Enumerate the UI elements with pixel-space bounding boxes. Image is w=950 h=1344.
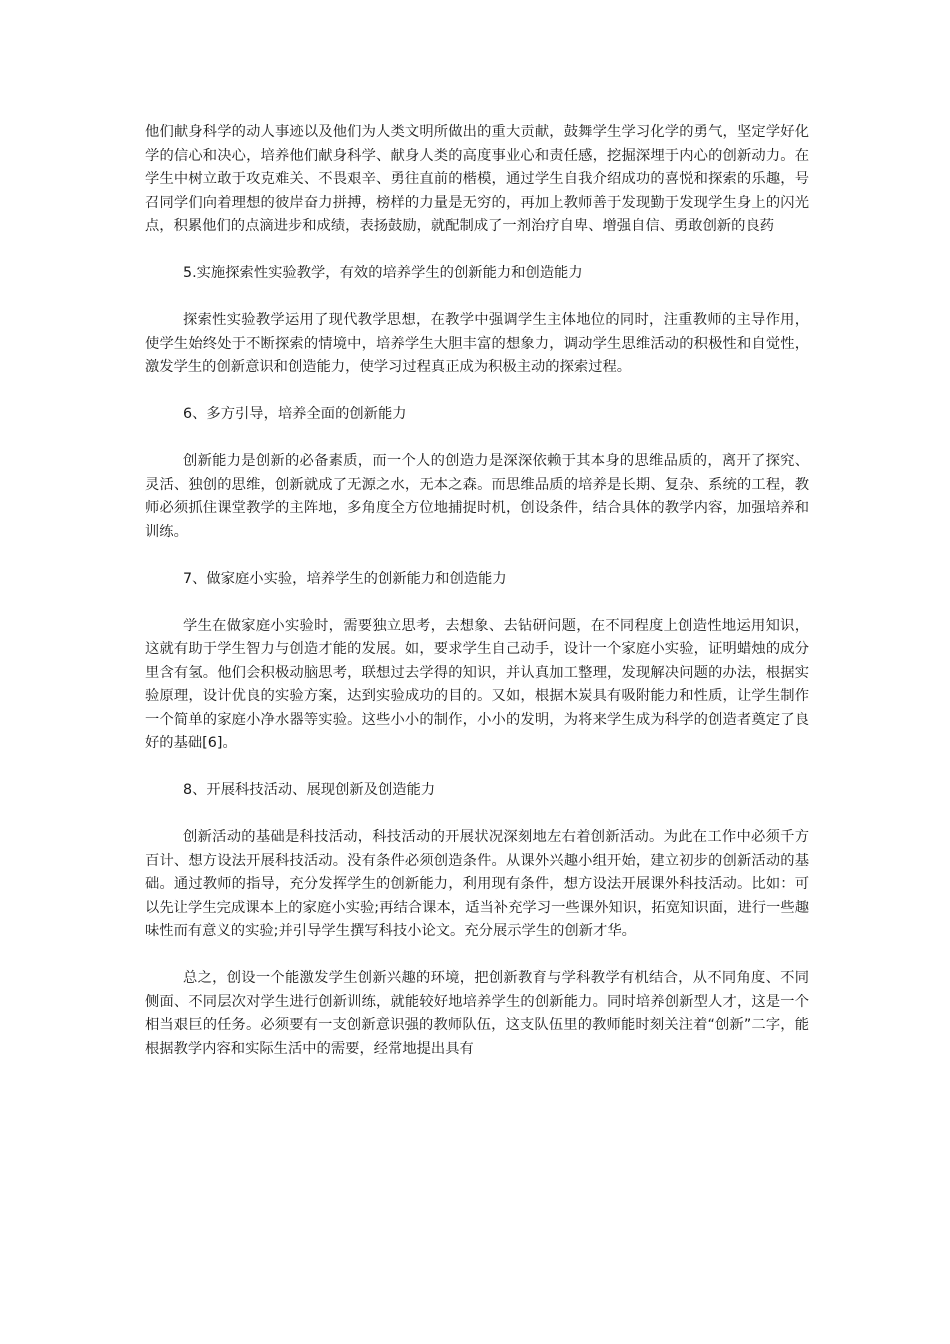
section-heading-8: 8、开展科技活动、展现创新及创造能力 [183, 782, 436, 798]
section-heading-6: 6、多方引导，培养全面的创新能力 [183, 406, 407, 422]
paragraph-section-8: 创新活动的基础是科技活动，科技活动的开展状况深刻地左右着创新活动。为此在工作中必须千方百计、想方设法开展科技活动。没有条件必须创造条件。从课外兴趣小组开始，建立初步的创新活动的基础。通过教师的指导，充分发挥学生的创新能力，利用现有条件，想方设法开展课外科技活动。比如：可以先让学生完成课本上的家庭小实验;再结合课本，适当补充学习一些课外知识，拓宽知识面，进行一些趣味性而有意义的实验;并引导学生撰写科技小论文。充分展示学生的创新才华。 [145, 829, 809, 939]
document-page [145, 121, 809, 1085]
paragraph-section-5: 探索性实验教学运用了现代教学思想，在教学中强调学生主体地位的同时，注重教师的主导作用，使学生始终处于不断探索的情境中，培养学生大胆丰富的想象力，调动学生思维活动的积极性和自觉性，激发学生的创新意识和创造能力，使学习过程真正成为积极主动的探索过程。 [145, 312, 809, 375]
paragraph-conclusion: 总之，创设一个能激发学生创新兴趣的环境，把创新教育与学科教学有机结合，从不同角度、不同侧面、不同层次对学生进行创新训练，就能较好地培养学生的创新能力。同时培养创新型人才，这是一个相当艰巨的任务。必须要有一支创新意识强的教师队伍，这支队伍里的教师能时刻关注着“创新”二字，能根据教学内容和实际生活中的需要，经常地提出具有 [145, 970, 809, 1057]
paragraph-section-6: 创新能力是创新的必备素质，而一个人的创造力是深深依赖于其本身的思维品质的，离开了探究、灵活、独创的思维，创新就成了无源之水，无本之森。而思维品质的培养是长期、复杂、系统的工程，教师必须抓住课堂教学的主阵地，多角度全方位地捕捉时机，创设条件，结合具体的教学内容，加强培养和训练。 [145, 453, 809, 540]
paragraph-continued: 他们献身科学的动人事迹以及他们为人类文明所做出的重大贡献，鼓舞学生学习化学的勇气，坚定学好化学的信心和决心，培养他们献身科学、献身人类的高度事业心和责任感，挖掘深埋于内心的创新动力。在学生中树立敢于攻克难关、不畏艰辛、勇往直前的楷模，通过学生自我介绍成功的喜悦和探索的乐趣，号召同学们向着理想的彼岸奋力拼搏，榜样的力量是无穷的，再加上教师善于发现勤于发现学生身上的闪光点，积累他们的点滴进步和成绩，表扬鼓励，就配制成了一剂治疗自卑、增强自信、勇敢创新的良药 [145, 124, 809, 234]
section-heading-7: 7、做家庭小实验，培养学生的创新能力和创造能力 [183, 570, 507, 587]
paragraph-section-7: 学生在做家庭小实验时，需要独立思考，去想象、去钻研问题，在不同程度上创造性地运用知识，这就有助于学生智力与创造才能的发展。如，要求学生自己动手，设计一个家庭小实验，证明蜡烛的成分里含有氢。他们会积极动脑思考，联想过去学得的知识，并认真加工整理，发现解决问题的办法，根据实验原理，设计优良的实验方案，达到实验成功的目的。又如，根据木炭具有吸附能力和性质，让学生制作一个简单的家庭小净水器等实验。这些小小的制作，小小的发明，为将来学生成为科学的创造者奠定了良好的基础[6]。 [145, 617, 809, 751]
section-heading-5: 5.实施探索性实验教学，有效的培养学生的创新能力和创造能力 [183, 265, 583, 281]
